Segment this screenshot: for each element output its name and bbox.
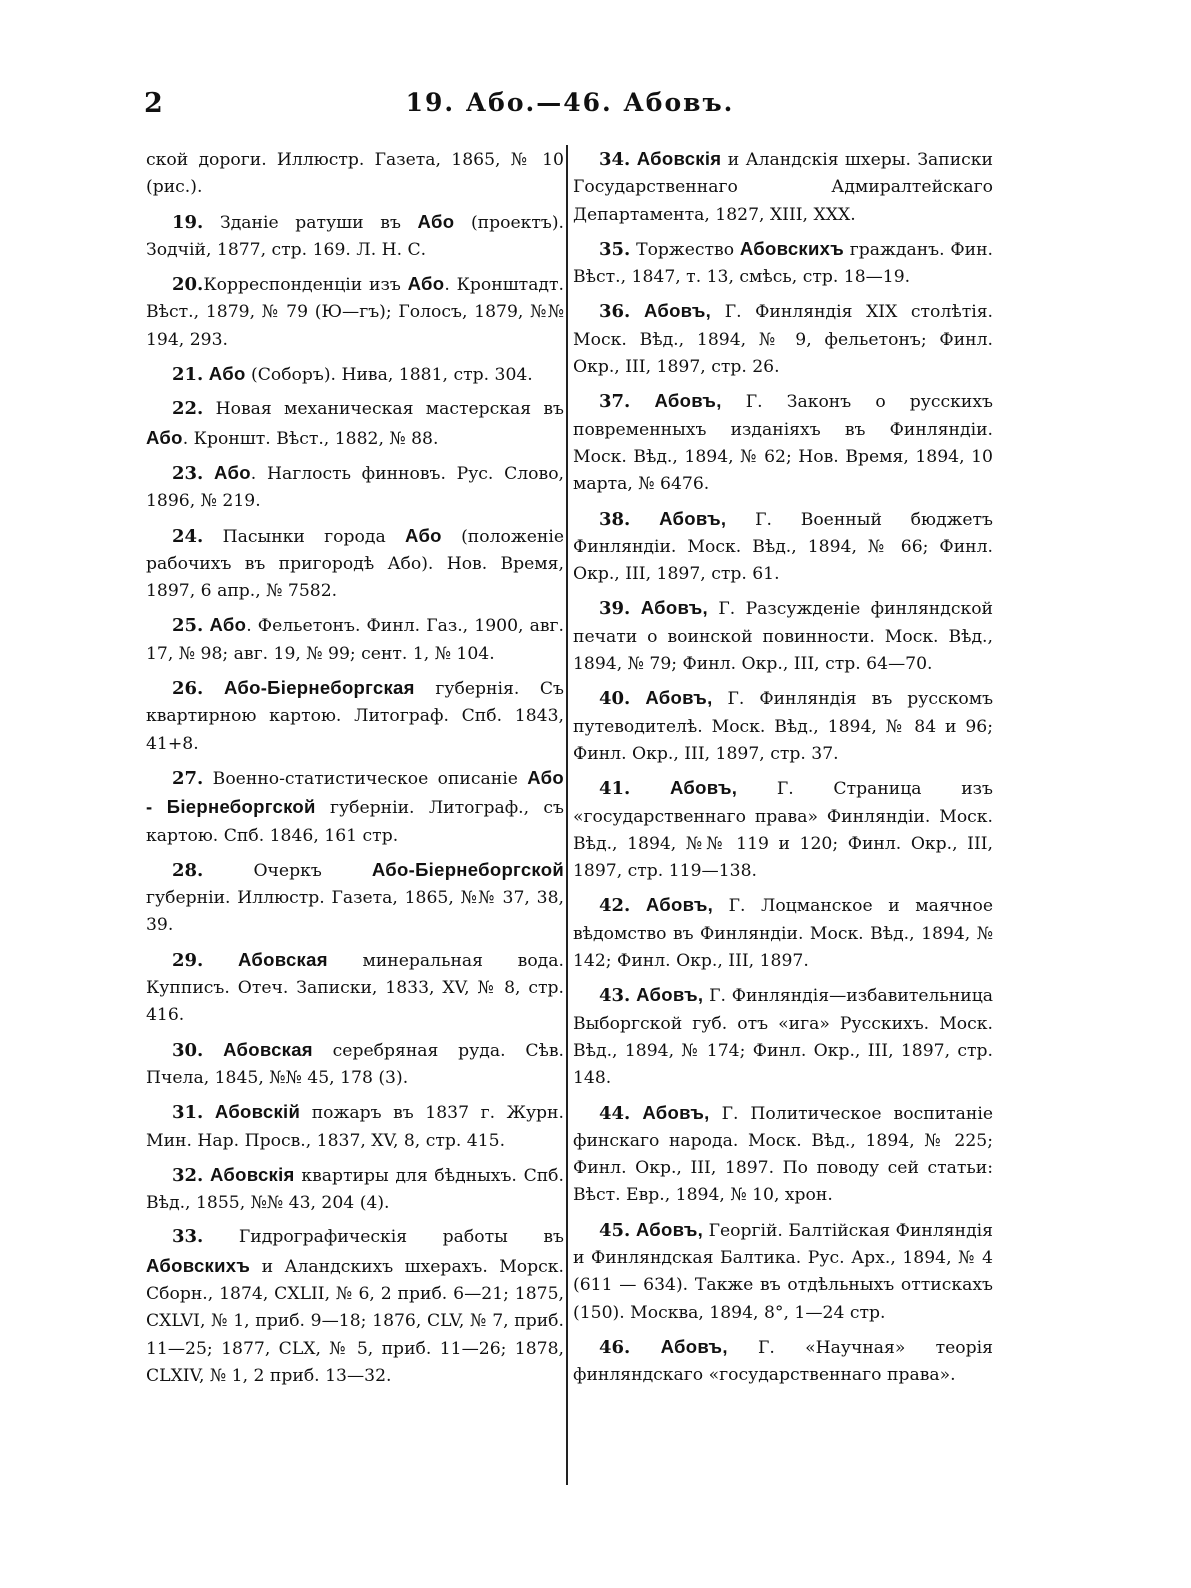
entry-number: 46. (599, 1336, 631, 1358)
entry-number: 40. (599, 688, 631, 710)
bibliography-entry (146, 1036, 564, 1093)
bibliography-entry (573, 235, 993, 292)
entry-text: квартиры для бѣдныхъ. Спб. Вѣд., 1855, №№ 43, 204 (4). (146, 1165, 564, 1214)
entry-text-before (630, 689, 645, 709)
entry-number: 33. (172, 1226, 204, 1248)
entry-number: 26. (172, 678, 204, 700)
entry-keyword: Абовъ, (643, 300, 712, 322)
entry-keyword: Абовъ, (670, 777, 738, 799)
bibliography-entry (573, 145, 993, 229)
bibliography-entry (146, 611, 564, 668)
right-column (573, 145, 993, 1395)
bibliography-entry (146, 395, 564, 453)
entry-number: 27. (172, 767, 204, 789)
entry-number: 42. (599, 895, 631, 917)
entry-text-before (630, 779, 670, 799)
entry-number: 30. (172, 1039, 204, 1061)
entry-keyword: Абовская (238, 948, 328, 970)
entry-text-before (203, 1103, 215, 1123)
entry-keyword: Або-Біернеборгская (223, 677, 415, 699)
entry-text-before (203, 1041, 223, 1061)
entry-text-before (630, 896, 646, 916)
entry-number: 24. (172, 525, 204, 547)
column-divider (566, 145, 568, 1485)
entry-text: минеральная вода. Купписъ. Отеч. Записки, 1833, XV, № 8, стр. 416. (146, 950, 564, 1026)
entry-text: Георгій. Балтійская Финляндія и Финляндская Балтика. Рус. Арх., 1894, № 4 (611 — 634). Также въ отдѣльныхъ оттискахъ (150). Москва, 1894, 8°, 1—24 стр. (573, 1220, 993, 1323)
bibliography-entry (573, 774, 993, 885)
entry-text: Г. Лоцманское и маячное вѣдомство въ Финляндіи. Моск. Вѣд., 1894, № 142; Финл. Окр., III, 1897. (573, 896, 994, 972)
entry-text: Г. Разсужденіе финляндской печати о воинской повинности. Моск. Вѣд., 1894, № 79; Финл. Окр., III, стр. 64—70. (573, 599, 993, 675)
entry-keyword: Або-Біернеборгской (371, 858, 564, 880)
entry-text-before (630, 1104, 642, 1124)
bibliography-entry (573, 387, 993, 498)
bibliography-entry (573, 891, 993, 975)
entry-number: 35. (599, 238, 631, 260)
entry-keyword: Або (208, 363, 246, 385)
entry-text: гражданъ. Фин. Вѣст., 1847, т. 13, смѣсь, стр. 18—19. (573, 239, 993, 288)
entry-text: . Кроншт. Вѣст., 1882, № 88. (182, 428, 439, 449)
entry-keyword: Абовскихъ (146, 1254, 251, 1276)
entry-number: 44. (599, 1102, 631, 1124)
entry-keyword: Абовъ, (660, 1335, 728, 1357)
entry-keyword: Абовъ, (654, 390, 722, 412)
entry-keyword: Абовская (223, 1038, 313, 1060)
entry-text-before: Торжество (630, 239, 740, 260)
entry-text-before (630, 392, 654, 412)
entry-text-before: Гидрографическія работы въ (203, 1227, 564, 1248)
bibliography-entry (146, 946, 564, 1030)
entry-keyword: Або (209, 614, 247, 636)
entry-text: Г. Финляндія въ русскомъ путеводителѣ. Моск. Вѣд., 1894, № 84 и 96; Финл. Окр., III, 1897, стр. 37. (573, 689, 994, 764)
entry-number: 20. (172, 274, 204, 296)
entry-text: . Фельетонъ. Финл. Газ., 1900, авг. 17, № 98; авг. 19, № 99; сент. 1, № 104. (146, 616, 564, 664)
bibliography-entry (573, 297, 993, 381)
entry-keyword: Абовъ, (645, 894, 714, 916)
entry-text-before: Пасынки города (203, 526, 406, 547)
entry-number: 19. (172, 211, 204, 233)
entry-number: 22. (172, 398, 204, 420)
entry-number: 28. (172, 859, 204, 881)
entry-text: и Аландскихъ шхерахъ. Морск. Сборн., 1874, CXLII, № 6, 2 приб. 6—21; 1875, CXLVI, № 1, приб. 9—18; 1876, CLV, № 7, приб. 11—25; 1877, CLX, № 5, приб. 11—26; 1878, CLXIV, № 1, 2 приб. 13—32. (146, 1256, 564, 1386)
entry-number: 41. (599, 778, 631, 800)
entry-keyword: Абовъ, (659, 507, 727, 529)
entry-number: 25. (172, 615, 204, 637)
entry-text: Г. Финляндія—избавительница Выборгской губ. отъ «ига» Русскихъ. Моск. Вѣд., 1894, № 174; Финл. Окр., III, 1897, стр. 148. (573, 986, 994, 1089)
entry-text-before: Очеркъ (203, 860, 372, 881)
entry-text-before (203, 464, 214, 484)
entry-text: серебряная руда. Сѣв. Пчела, 1845, №№ 45, 178 (3). (146, 1040, 564, 1088)
entry-text-before: Зданіе ратуши въ (203, 212, 418, 233)
bibliography-entry (573, 1099, 993, 1210)
entry-text: Г. Военный бюджетъ Финляндіи. Моск. Вѣд., 1894, № 66; Финл. Окр., III, 1897, стр. 61. (573, 509, 993, 585)
entry-text-before (630, 510, 659, 530)
entry-text: губерніи. Литограф., съ картою. Спб. 1846, 161 стр. (146, 798, 564, 846)
entry-text: . Кронштадт. Вѣст., 1879, № 79 (Ю—гъ); Голосъ, 1879, №№ 194, 293. (146, 275, 564, 350)
entry-keyword: Абовъ, (645, 687, 713, 709)
entry-number: 31. (172, 1102, 204, 1124)
bibliography-entry (146, 145, 564, 202)
entry-keyword: Або (407, 273, 445, 295)
entry-text-before (630, 1338, 660, 1358)
entry-text-before: Новая механическая мастерская въ (203, 399, 564, 420)
entry-text-before (203, 951, 238, 971)
left-column (146, 145, 564, 1396)
entry-number: 45. (599, 1219, 631, 1241)
entry-text: (Соборъ). Нива, 1881, стр. 304. (245, 365, 533, 386)
entry-number: 21. (172, 364, 204, 386)
bibliography-entry (573, 684, 993, 768)
entry-keyword: Абовъ, (635, 1218, 704, 1240)
entry-text: ской дороги. Иллюстр. Газета, 1865, № 10 (рис.). (146, 150, 564, 198)
entry-text: Г. Страница изъ «государственнаго права» Финляндіи. Моск. Вѣд., 1894, №№ 119 и 120; Финл. Окр., III, 1897, стр. 119—138. (573, 779, 993, 882)
bibliography-entry (146, 764, 564, 850)
page-number: 2 (144, 88, 164, 119)
entry-keyword: Або (214, 461, 251, 483)
entry-text: (проектъ). Зодчій, 1877, стр. 169. Л. Н. С. (146, 212, 564, 260)
entry-text: Г. «Научная» теорія финляндскаго «государственнаго права». (573, 1337, 993, 1386)
entry-keyword: Абовъ, (642, 1101, 710, 1123)
entry-keyword: Абовъ, (636, 984, 704, 1006)
bibliography-entry (573, 1333, 993, 1390)
bibliography-entry (146, 856, 564, 940)
entry-text-before (203, 1166, 210, 1186)
entry-keyword: Абовскія (636, 148, 722, 169)
bibliography-entry (146, 208, 564, 265)
bibliography-entry (146, 459, 564, 516)
entry-text-before: Корреспонденціи изъ (203, 275, 408, 296)
entry-text: губернія. Съ квартирною картою. Литограф. Спб. 1843, 41+8. (146, 679, 564, 754)
entry-keyword: Абовскій (214, 1101, 301, 1123)
bibliography-entry (573, 981, 993, 1092)
entry-keyword: Або (405, 524, 442, 546)
entry-text: Г. Законъ о русскихъ повременныхъ изданіяхъ въ Финляндіи. Моск. Вѣд., 1894, № 62; Нов. Время, 1894, 10 марта, № 6476. (573, 392, 993, 495)
running-title: 19. Або.—46. Абовъ. (405, 88, 735, 117)
entry-text: и Аландскія шхеры. Записки Государственнаго Адмиралтейскаго Департамента, 1827, XIII, XXX. (573, 150, 994, 225)
entry-number: 34. (599, 149, 631, 170)
entry-text: Г. Политическое воспитаніе финскаго народа. Моск. Вѣд., 1894, № 225; Финл. Окр., III, 1897. По поводу сей статьи: Вѣст. Евр., 1894, № 10, хрон. (573, 1103, 993, 1206)
bibliography-entry (573, 594, 993, 678)
entry-keyword: Або - Біернеборгской (146, 766, 564, 818)
entry-number: 29. (172, 949, 204, 971)
entry-keyword: Або (146, 426, 183, 448)
bibliography-entry (146, 1161, 564, 1218)
entry-number: 39. (599, 598, 631, 620)
entry-number: 32. (172, 1164, 204, 1186)
page-header (140, 88, 1000, 124)
entry-number: 23. (172, 462, 204, 484)
entry-keyword: Абовскихъ (739, 237, 845, 259)
bibliography-entry (573, 505, 993, 589)
bibliography-entry (146, 1098, 564, 1155)
entry-keyword: Абовъ, (640, 597, 708, 619)
entry-number: 37. (599, 391, 631, 413)
entry-keyword: Абовскія (210, 1163, 295, 1185)
bibliography-entry (146, 360, 564, 389)
entry-text: . Наглость финновъ. Рус. Слово, 1896, № 219. (146, 463, 565, 512)
entry-text: пожаръ въ 1837 г. Журн. Мин. Нар. Просв., 1837, XV, 8, стр. 415. (146, 1103, 564, 1151)
bibliography-entry (573, 1216, 993, 1327)
entry-text-before: Военно-статистическое описаніе (203, 768, 528, 789)
entry-text-before (630, 302, 644, 322)
entry-text: (положеніе рабочихъ въ пригородѣ Або). Нов. Время, 1897, 6 апр., № 7582. (146, 526, 564, 602)
entry-text-before (630, 599, 640, 619)
bibliography-entry (146, 1223, 564, 1390)
bibliography-entry (146, 270, 564, 354)
bibliography-entry (146, 674, 564, 758)
entry-text: губерніи. Иллюстр. Газета, 1865, №№ 37, 38, 39. (146, 888, 564, 936)
entry-number: 36. (599, 301, 631, 323)
entry-number: 43. (599, 985, 631, 1007)
bibliography-entry (146, 522, 564, 606)
entry-keyword: Або (417, 210, 455, 232)
entry-number: 38. (599, 508, 631, 530)
entry-text-before (203, 679, 224, 699)
entry-text: Г. Финляндія XIX столѣтія. Моск. Вѣд., 1894, № 9, фельетонъ; Финл. Окр., III, 1897, стр. 26. (573, 302, 994, 378)
